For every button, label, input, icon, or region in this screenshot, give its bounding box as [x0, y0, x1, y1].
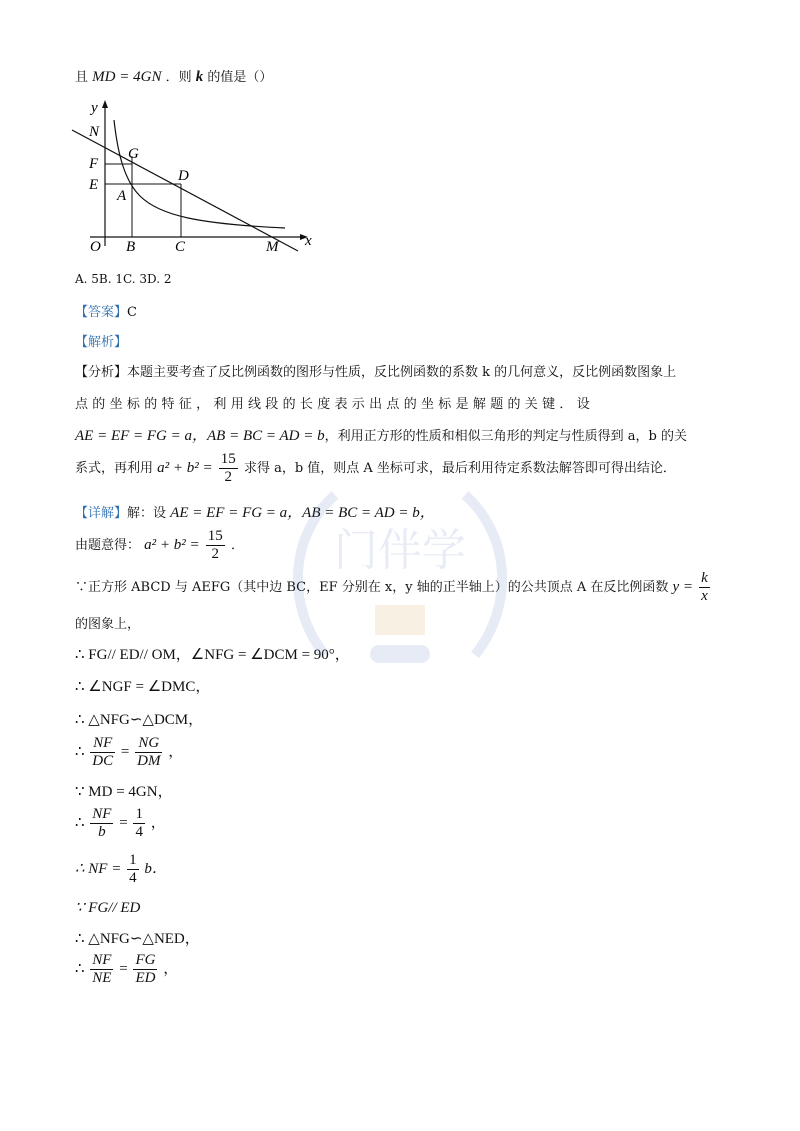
detail-text-3: ∵正方形 ABCD 与 AEFG（其中边 BC，EF 分别在 x，y 轴的正半轴上）的公共顶点 A 在反比例函数	[75, 580, 669, 595]
watermark-logo	[285, 455, 515, 695]
label-d: D	[178, 168, 189, 184]
detail-line-2	[75, 528, 244, 563]
label-n: N	[89, 124, 100, 140]
detail-line-13: ∴ △NFG∽△NED，	[75, 931, 200, 947]
detail-text-2: 由题意得：	[75, 538, 141, 553]
detail-fraction-2: $\frac{15}{2}$	[207, 528, 223, 562]
detail-label: 【详解】	[75, 506, 128, 521]
analysis-math-4: a² + b² =	[157, 460, 213, 476]
analysis-line-3	[75, 424, 687, 445]
analysis-text-1: 本题主要考查了反比例函数的图形与性质，反比例函数的系数 k 的几何意义，反比例函数图象上	[127, 365, 677, 380]
detail-line-10: ∴ $\frac{NF}{b}$ = $\frac{1}{4}$ ，	[75, 806, 166, 840]
detail-line-12: ∵ FG// ED	[75, 900, 141, 916]
detail-text-1: 解：设	[127, 506, 167, 521]
question-condition: MD = 4GN	[92, 69, 162, 85]
detail-line-9: ∵ MD = 4GN，	[75, 784, 173, 800]
label-m: M	[266, 239, 279, 255]
question-suffix: ．则	[165, 70, 192, 85]
answer-label: 【答案】	[75, 305, 128, 320]
question-line	[75, 66, 272, 86]
label-a: A	[117, 188, 127, 204]
svg-text:门伴学: 门伴学	[334, 525, 466, 576]
options: A. 5B. 1C. 3D. 2	[75, 272, 172, 286]
label-y: y	[91, 100, 98, 116]
geometry-figure	[70, 96, 320, 256]
label-b: B	[126, 239, 136, 255]
analysis-text-3: ，利用正方形的性质和相似三角形的判定与性质得到 a，b 的关	[324, 429, 687, 444]
detail-math-1: AE = EF = FG = a，AB = BC = AD = b，	[170, 505, 435, 521]
answer-value: C	[127, 305, 137, 320]
label-f: F	[89, 156, 99, 172]
detail-fraction-10b: $\frac{1}{4}$	[135, 806, 143, 840]
label-g: G	[128, 146, 139, 162]
detail-text-2b: ．	[230, 538, 244, 553]
analysis-label: 【分析】	[75, 365, 128, 380]
detail-fraction-14a: $\frac{NF}{NE}$	[92, 952, 112, 986]
detail-fraction-8b: $\frac{NG}{DM}$	[137, 735, 161, 769]
detail-fraction-3: $\frac{k}{x}$	[701, 570, 708, 604]
label-e: E	[89, 177, 99, 193]
detail-fraction-11: $\frac{1}{4}$	[129, 852, 137, 886]
analysis-line-1	[75, 361, 676, 380]
detail-line-4: 的图象上，	[75, 617, 141, 632]
detail-fraction-8a: $\frac{NF}{DC}$	[92, 735, 114, 769]
question-k: k	[195, 69, 204, 85]
answer-line	[75, 301, 137, 320]
label-o: O	[90, 239, 101, 255]
label-c: C	[175, 239, 186, 255]
detail-line-7: ∴ △NFG∽△DCM，	[75, 712, 204, 728]
detail-fraction-10a: $\frac{NF}{b}$	[92, 806, 112, 840]
detail-line-14: ∴ $\frac{NF}{NE}$ = $\frac{FG}{ED}$ ，	[75, 952, 179, 986]
analysis-math-3: AE = EF = FG = a，AB = BC = AD = b	[75, 428, 325, 444]
detail-line-6: ∴ ∠NGF = ∠DMC，	[75, 679, 211, 695]
detail-math-2: a² + b² =	[144, 537, 200, 553]
analysis-text-4b: 求得 a，b 值，则点 A 坐标可求，最后利用待定系数法解答即可得出结论．	[243, 461, 676, 476]
detail-line-11: ∴ NF = $\frac{1}{4}$ b．	[75, 852, 167, 886]
detail-fraction-14b: $\frac{FG}{ED}$	[135, 952, 156, 986]
line-nm	[72, 130, 298, 251]
question-prefix: 且	[75, 70, 89, 85]
detail-eq-3: y =	[672, 579, 694, 595]
analysis-heading: 【解析】	[75, 335, 128, 350]
label-x: x	[305, 233, 312, 249]
detail-line-8: ∴ $\frac{NF}{DC}$ = $\frac{NG}{DM}$ ，	[75, 735, 184, 769]
analysis-fraction: $\frac{15}{2}$	[220, 451, 236, 485]
y-axis-arrow	[102, 100, 108, 108]
question-tail: 的值是（）	[207, 70, 273, 85]
detail-line-5: ∴ FG// ED// OM，∠NFG = ∠DCM = 90°，	[75, 647, 350, 663]
analysis-text-4a: 系式，再利用	[75, 461, 154, 476]
analysis-line-2: 点的坐标的特征，利用线段的长度表示出点的坐标是解题的关键．设	[75, 397, 595, 412]
hyperbola	[114, 120, 285, 228]
